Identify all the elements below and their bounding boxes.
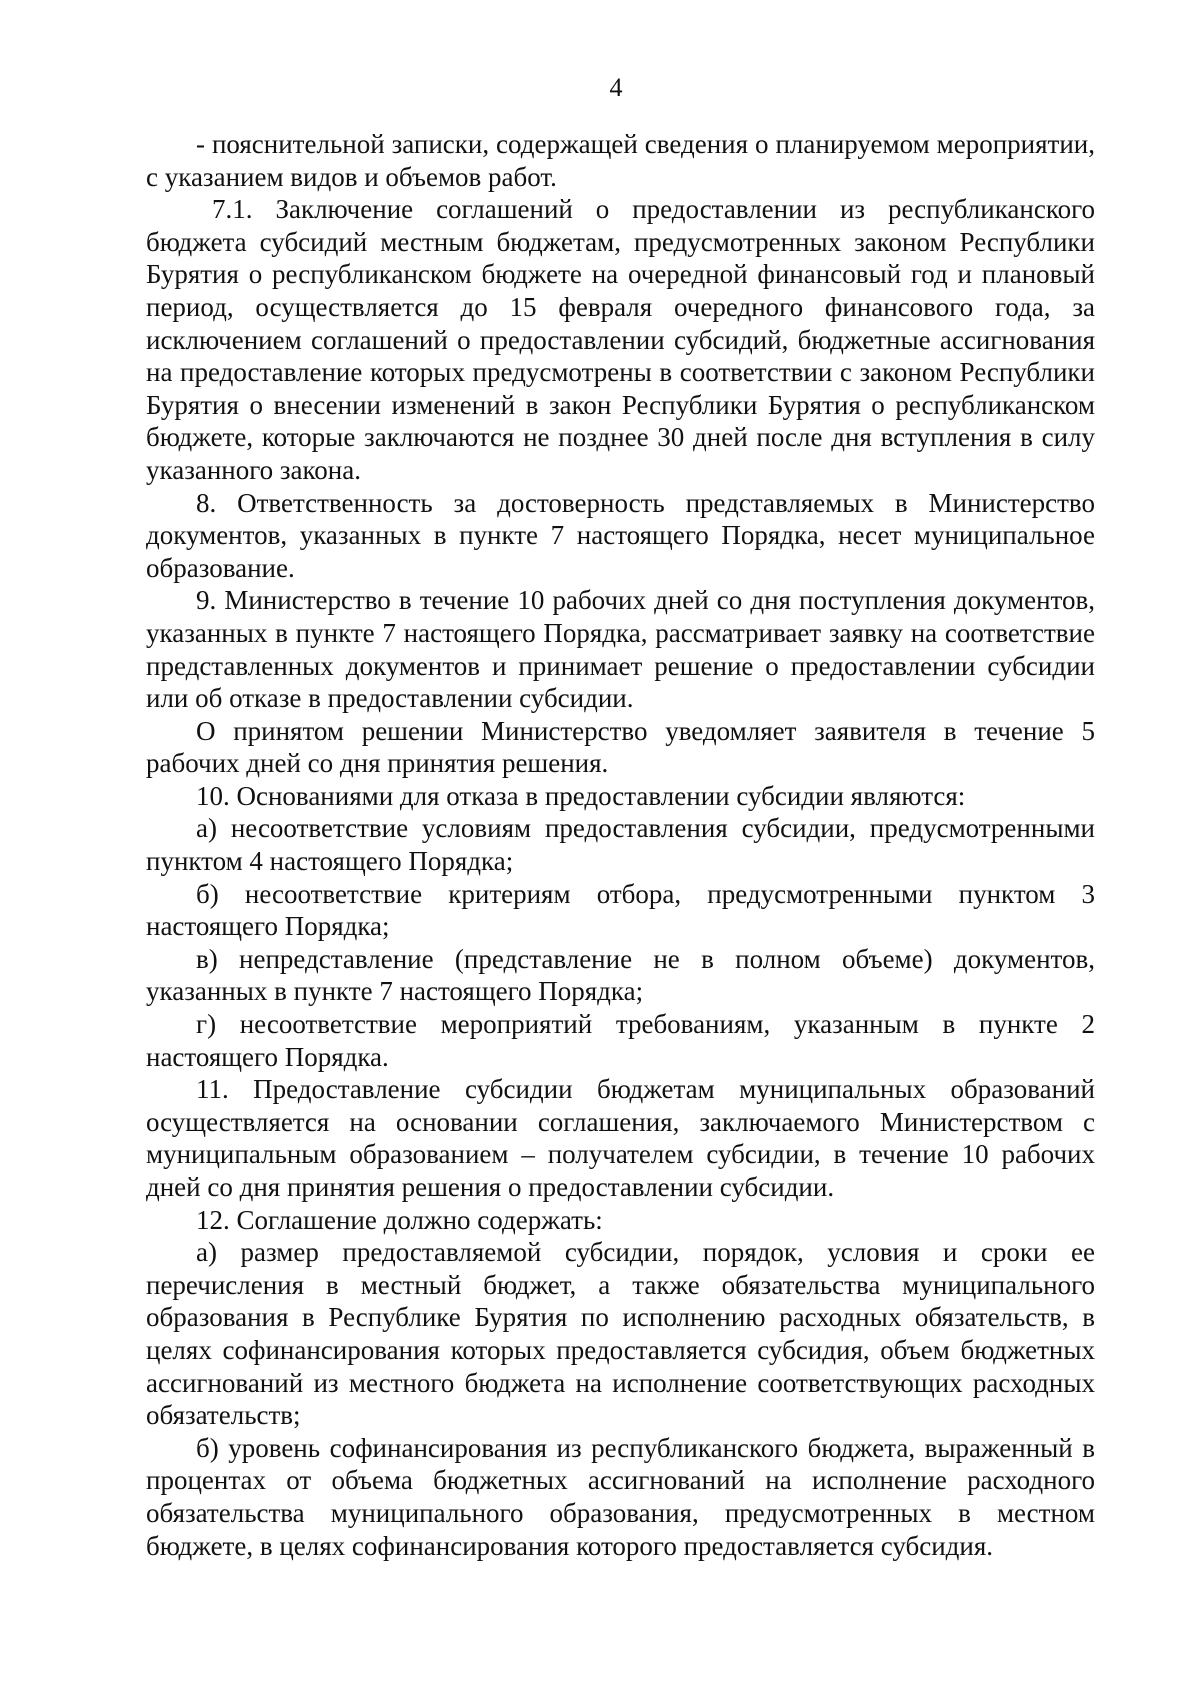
paragraph-11: 11. Предоставление субсидии бюджетам муниципальных образований осуществляется на основании соглашения, заключаемого Министерством с муниципальным образованием – получателем субсидии, в течение 10 рабочих дней со дня принятия решения о предоставлении субсидии. [146,1074,1095,1202]
paragraph-10-a: а) несоответствие условиям предоставления субсидии, предусмотренными пунктом 4 настоящего Порядка; [146,813,1095,877]
paragraph-8: 8. Ответственность за достоверность представляемых в Министерство документов, указанных в пункте 7 настоящего Порядка, несет муниципальное образование. [146,487,1095,583]
document-body [146,128,1095,1562]
paragraph-10-g: г) несоответствие мероприятий требованиям, указанным в пункте 2 настоящего Порядка. [146,1009,1095,1072]
paragraph-12: 12. Соглашение должно содержать: [196,1204,603,1235]
paragraph-10: 10. Основаниями для отказа в предоставлении субсидии являются: [196,780,966,811]
paragraph-12-b: б) уровень софинансирования из республиканского бюджета, выраженный в процентах от объема бюджетных ассигнований на исполнение расходного обязательства муниципального образования, предусмотренных в местном бюджете, в целях софинансирования которого предоставляется субсидия. [146,1432,1095,1561]
paragraph-10-v: в) непредставление (представление не в полном объеме) документов, указанных в пункте 7 настоящего Порядка; [146,943,1095,1007]
page-number: 4 [609,73,623,102]
paragraph-12-a: а) размер предоставляемой субсидии, порядок, условия и сроки ее перечисления в местный бюджет, а также обязательства муниципального образования в Республике Бурятия по исполнению расходных обязательств, в целях софинансирования которых предоставляется субсидия, объем бюджетных ассигнований из местного бюджета на исполнение соответствующих расходных обязательств; [146,1237,1095,1431]
paragraph-10-b: б) несоответствие критериям отбора, предусмотренными пунктом 3 настоящего Порядка; [146,878,1095,942]
paragraph-7-1: 7.1. Заключение соглашений о предоставлении из республиканского бюджета субсидий местным бюджетам, предусмотренных законом Республики Бурятия о республиканском бюджете на очередной финансовый год и плановый период, осуществляется до 15 февраля очередного финансового года, за исключением соглашений о предоставлении субсидий, бюджетные ассигнования на предоставление которых предусмотрены в соответствии с законом Республики Бурятия о внесении изменений в закон Республики Бурятия о республиканском бюджете, которые заключаются не позднее 30 дней после дня вступления в силу указанного закона. [146,194,1095,485]
paragraph-9: 9. Министерство в течение 10 рабочих дней со дня поступления документов, указанных в пункте 7 настоящего Порядка, рассматривает заявку на соответствие представленных документов и принимает решение о предоставлении субсидии или об отказе в предоставлении субсидии. [146,585,1095,714]
paragraph-9-notification: О принятом решении Министерство уведомляет заявителя в течение 5 рабочих дней со дня принятия решения. [146,715,1095,779]
paragraph-explanatory-note: - пояснительной записки, содержащей сведения о планируемом мероприятии, с указанием видов и объемов работ. [146,129,1095,192]
